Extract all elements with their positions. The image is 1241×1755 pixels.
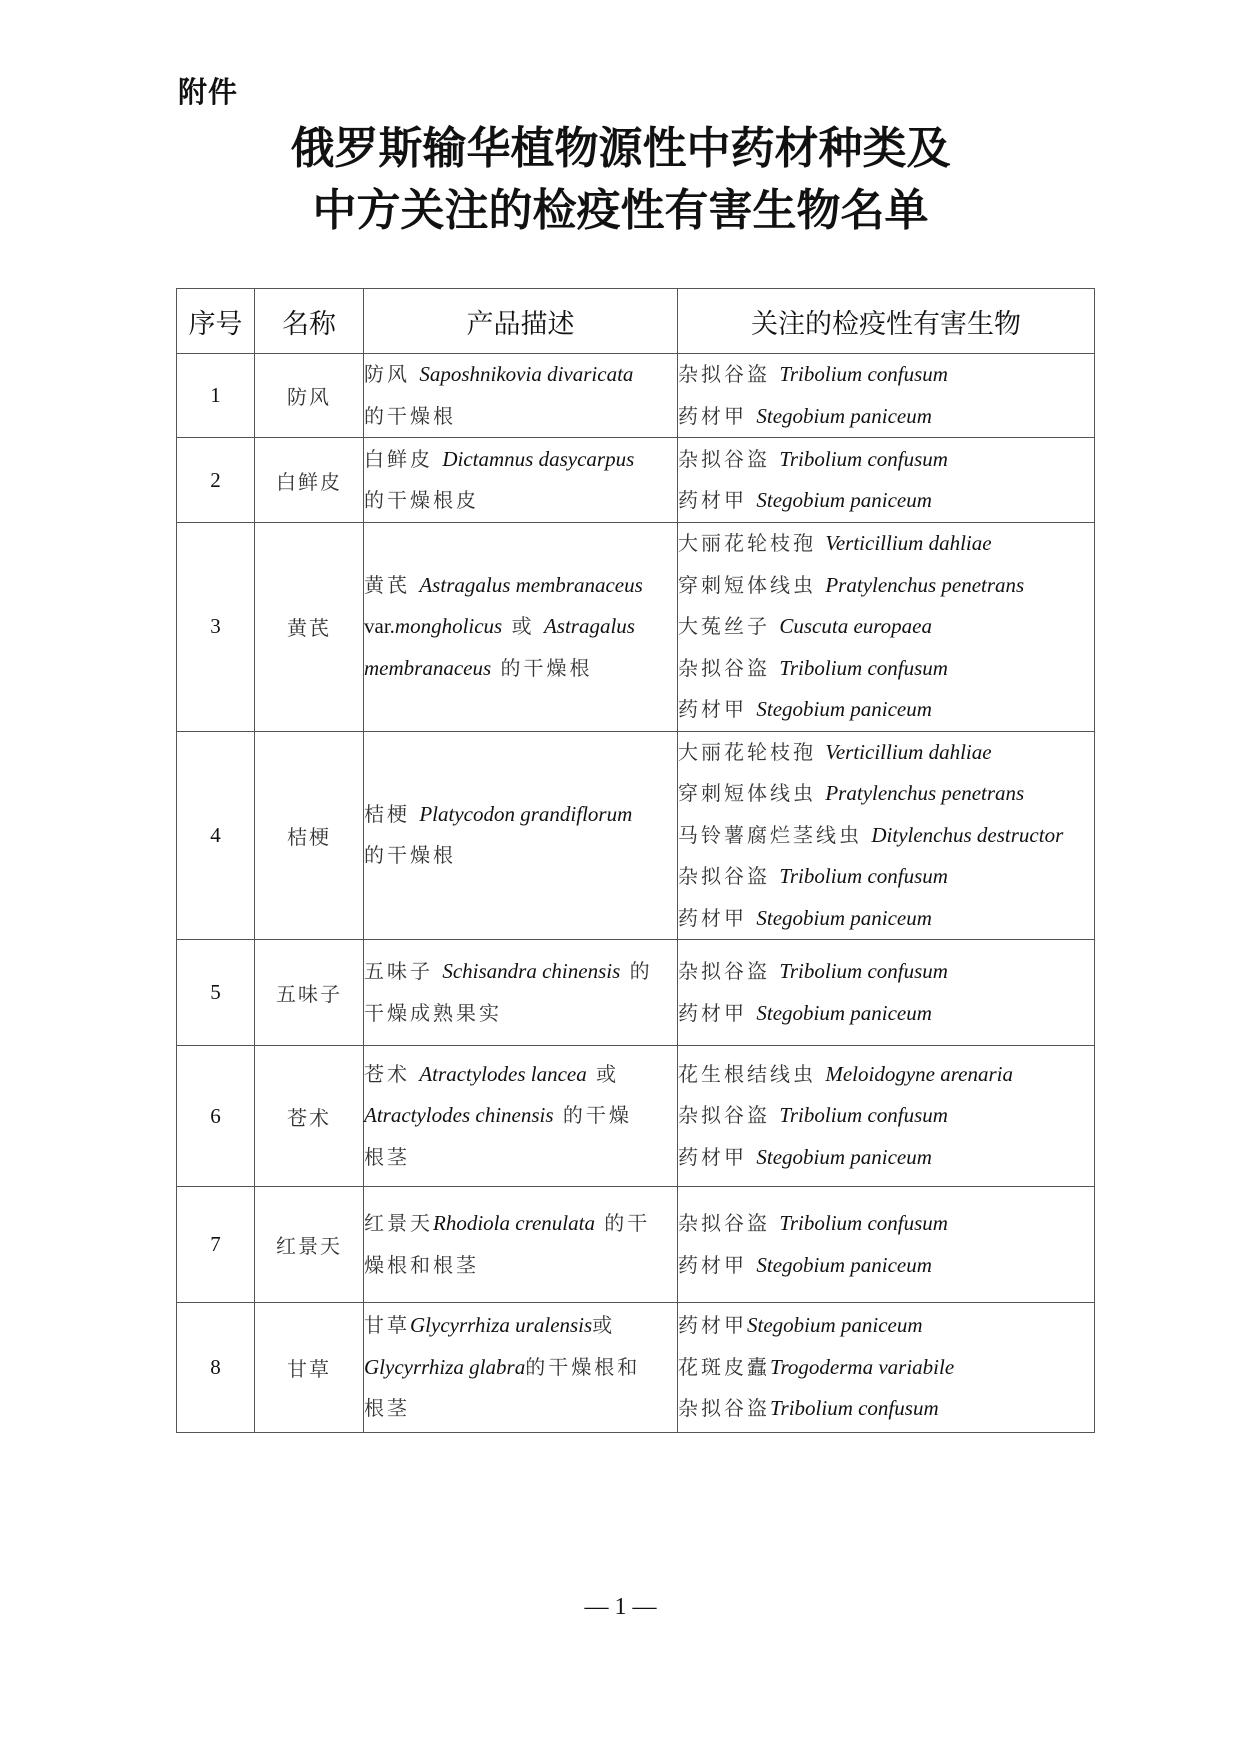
pest-chinese-name: 花斑皮蠹 <box>678 1354 770 1379</box>
pest-chinese-name: 穿刺短体线虫 <box>678 781 826 805</box>
product-description <box>364 354 678 438</box>
quarantine-pests <box>678 354 1095 438</box>
pest-latin-name: Tribolium confusum <box>779 655 948 680</box>
pest-latin-name: Trogoderma variabile <box>770 1354 955 1379</box>
pest-entry <box>678 606 1094 648</box>
pest-entry <box>678 898 1094 940</box>
latin-name: Dictamnus dasycarpus <box>442 446 635 471</box>
description-text: 白鲜皮 <box>364 446 443 471</box>
pest-entry <box>678 689 1094 731</box>
pest-entry <box>678 439 1094 481</box>
pest-latin-name: Tribolium confusum <box>779 959 948 983</box>
pest-latin-name: Tribolium confusum <box>779 864 948 888</box>
row-number: 7 <box>177 1187 255 1303</box>
title-line-2: 中方关注的检疫性有害生物名单 <box>312 185 929 236</box>
header-description: 产品描述 <box>364 289 678 354</box>
latin-name: Astragalus membranaceus <box>419 572 643 597</box>
latin-name: Platycodon grandiflorum <box>419 801 633 826</box>
description-text: 或 <box>586 1061 620 1086</box>
description-text: 或 <box>592 1313 616 1338</box>
herb-name: 苍术 <box>255 1046 364 1187</box>
pest-chinese-name: 药材甲 <box>678 1000 757 1025</box>
product-description <box>364 1303 678 1433</box>
document-title <box>0 118 1241 242</box>
row-number: 8 <box>177 1303 255 1433</box>
pest-chinese-name: 杂拟谷盗 <box>678 864 780 888</box>
latin-name: Schisandra chinensis <box>442 959 621 983</box>
description-text: 甘草 <box>364 1313 410 1338</box>
herb-name: 防风 <box>255 354 364 438</box>
pest-chinese-name: 大菟丝子 <box>678 614 780 638</box>
quarantine-pests <box>678 1303 1095 1433</box>
herb-name: 甘草 <box>255 1303 364 1433</box>
latin-name: Rhodiola crenulata <box>433 1211 595 1235</box>
description-text: 的干燥根皮 <box>364 488 479 512</box>
pest-latin-name: Stegobium paniceum <box>747 1313 923 1338</box>
pest-chinese-name: 药材甲 <box>678 905 757 930</box>
quarantine-pests <box>678 940 1095 1046</box>
product-description <box>364 1187 678 1303</box>
pest-latin-name: Stegobium paniceum <box>756 1000 932 1025</box>
quarantine-pests <box>678 731 1095 940</box>
product-description <box>364 940 678 1046</box>
description-text: 防风 <box>364 362 420 386</box>
table-row <box>177 1187 1095 1303</box>
pest-latin-name: Stegobium paniceum <box>756 403 932 428</box>
attachment-label: 附件 <box>178 75 239 109</box>
latin-name: mongholicus <box>394 614 503 638</box>
pest-latin-name: Verticillium dahliae <box>825 531 992 555</box>
description-text: 的干 <box>594 1211 651 1235</box>
pest-chinese-name: 花生根结线虫 <box>678 1061 826 1086</box>
description-text: 的 <box>620 959 653 983</box>
pest-latin-name: Verticillium dahliae <box>825 739 992 764</box>
pest-latin-name: Tribolium confusum <box>779 446 948 471</box>
row-number: 3 <box>177 523 255 732</box>
pest-entry <box>678 1388 1094 1430</box>
pest-chinese-name: 马铃薯腐烂茎线虫 <box>678 822 872 847</box>
description-text: 根茎 <box>364 1144 410 1169</box>
pest-entry <box>678 1095 1094 1137</box>
description-text: 桔梗 <box>364 801 420 826</box>
quarantine-pests <box>678 438 1095 523</box>
pest-chinese-name: 药材甲 <box>678 1313 747 1338</box>
product-description <box>364 731 678 940</box>
pest-entry <box>678 1245 1094 1287</box>
row-number: 2 <box>177 438 255 523</box>
pest-entry <box>678 1305 1094 1347</box>
pest-chinese-name: 药材甲 <box>678 488 757 512</box>
pest-latin-name: Stegobium paniceum <box>756 697 932 721</box>
pest-chinese-name: 杂拟谷盗 <box>678 959 780 983</box>
pest-latin-name: Tribolium confusum <box>779 362 948 386</box>
pest-entry <box>678 396 1094 438</box>
product-description <box>364 523 678 732</box>
herb-name: 白鲜皮 <box>255 438 364 523</box>
latin-name: Glycyrrhiza uralensis <box>410 1313 593 1338</box>
table-row <box>177 438 1095 523</box>
table-row <box>177 1046 1095 1187</box>
pest-chinese-name: 大丽花轮枝孢 <box>678 531 826 555</box>
pest-entry <box>678 993 1094 1035</box>
description-text: 根茎 <box>364 1396 410 1421</box>
row-number: 1 <box>177 354 255 438</box>
pest-chinese-name: 穿刺短体线虫 <box>678 572 826 597</box>
pest-entry <box>678 1347 1094 1389</box>
pest-chinese-name: 杂拟谷盗 <box>678 362 780 386</box>
pest-latin-name: Ditylenchus destructor <box>871 822 1064 847</box>
pest-chinese-name: 杂拟谷盗 <box>678 1211 780 1235</box>
herb-name: 五味子 <box>255 940 364 1046</box>
row-number: 5 <box>177 940 255 1046</box>
header-name: 名称 <box>255 289 364 354</box>
table-row <box>177 1303 1095 1433</box>
row-number: 6 <box>177 1046 255 1187</box>
description-text: 的干燥根 <box>364 843 456 868</box>
pest-entry <box>678 565 1094 607</box>
pest-chinese-name: 杂拟谷盗 <box>678 655 780 680</box>
pest-entry <box>678 1137 1094 1179</box>
latin-name: Atractylodes lancea <box>419 1061 587 1086</box>
row-number: 4 <box>177 731 255 940</box>
pest-latin-name: Meloidogyne arenaria <box>825 1061 1013 1086</box>
pest-chinese-name: 药材甲 <box>678 697 757 721</box>
header-no: 序号 <box>177 289 255 354</box>
pest-entry <box>678 648 1094 690</box>
table-row <box>177 731 1095 940</box>
quarantine-pests <box>678 523 1095 732</box>
description-text: 红景天 <box>364 1211 433 1235</box>
title-line-1: 俄罗斯输华植物源性中药材种类及 <box>290 123 951 174</box>
table-row <box>177 523 1095 732</box>
pest-latin-name: Cuscuta europaea <box>779 614 932 638</box>
pest-chinese-name: 药材甲 <box>678 1144 757 1169</box>
latin-name: Astragalus <box>543 614 635 638</box>
pest-entry <box>678 1203 1094 1245</box>
description-text: 的干燥根和 <box>525 1354 641 1379</box>
header-pests: 关注的检疫性有害生物 <box>678 289 1095 354</box>
pest-list-table <box>176 288 1095 1433</box>
pest-latin-name: Tribolium confusum <box>779 1103 948 1128</box>
description-text: 的干燥根 <box>364 403 456 428</box>
latin-name: Saposhnikovia divaricata <box>419 362 634 386</box>
pest-chinese-name: 大丽花轮枝孢 <box>678 739 826 764</box>
quarantine-pests <box>678 1187 1095 1303</box>
table-row <box>177 940 1095 1046</box>
herb-name: 黄芪 <box>255 523 364 732</box>
pest-chinese-name: 药材甲 <box>678 1252 757 1277</box>
latin-name: membranaceus <box>364 655 492 680</box>
pest-entry <box>678 523 1094 565</box>
pest-latin-name: Stegobium paniceum <box>756 488 932 512</box>
product-description <box>364 1046 678 1187</box>
pest-chinese-name: 杂拟谷盗 <box>678 1396 770 1421</box>
product-description <box>364 438 678 523</box>
description-text: 苍术 <box>364 1061 420 1086</box>
description-text: 干燥成熟果实 <box>364 1000 502 1025</box>
pest-entry <box>678 480 1094 522</box>
latin-name: Atractylodes chinensis <box>364 1103 554 1128</box>
pest-entry <box>678 815 1094 857</box>
pest-latin-name: Pratylenchus penetrans <box>825 781 1025 805</box>
pest-latin-name: Pratylenchus penetrans <box>825 572 1025 597</box>
herb-name: 红景天 <box>255 1187 364 1303</box>
pest-chinese-name: 杂拟谷盗 <box>678 1103 780 1128</box>
pest-entry <box>678 354 1094 396</box>
description-text: 的干燥根 <box>491 655 593 680</box>
description-text: 的干燥 <box>553 1103 632 1128</box>
pest-entry <box>678 732 1094 774</box>
pest-chinese-name: 杂拟谷盗 <box>678 446 780 471</box>
pest-entry <box>678 951 1094 993</box>
latin-name: Glycyrrhiza glabra <box>364 1354 526 1379</box>
description-text: 黄芪 <box>364 572 420 597</box>
pest-entry <box>678 856 1094 898</box>
quarantine-pests <box>678 1046 1095 1187</box>
herb-name: 桔梗 <box>255 731 364 940</box>
table-row <box>177 354 1095 438</box>
pest-latin-name: Stegobium paniceum <box>756 1252 932 1277</box>
pest-latin-name: Stegobium paniceum <box>756 905 932 930</box>
description-text: 燥根和根茎 <box>364 1252 479 1277</box>
pest-latin-name: Tribolium confusum <box>770 1396 939 1421</box>
pest-chinese-name: 药材甲 <box>678 403 757 428</box>
pest-entry <box>678 1054 1094 1096</box>
description-text: var. <box>364 614 395 638</box>
page-number: — 1 — <box>584 1594 657 1620</box>
description-text: 或 <box>502 614 544 638</box>
pest-latin-name: Tribolium confusum <box>779 1211 948 1235</box>
table-header-row <box>177 289 1095 354</box>
pest-entry <box>678 773 1094 815</box>
pest-latin-name: Stegobium paniceum <box>756 1144 932 1169</box>
description-text: 五味子 <box>364 959 443 983</box>
